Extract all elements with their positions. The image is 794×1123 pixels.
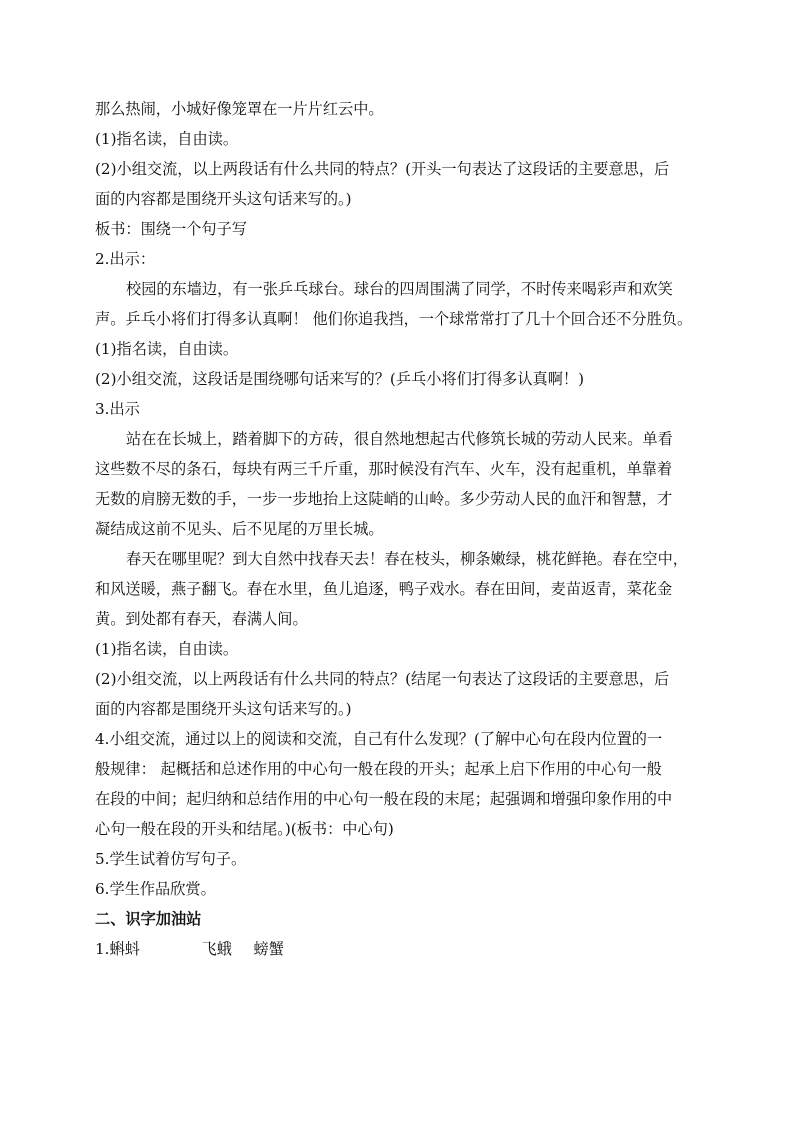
text-line: 般规律： 起概括和总述作用的中心句一般在段的开头；起承上启下作用的中心句一般: [95, 760, 662, 778]
passage-pingpong: [95, 274, 700, 334]
text-line: 5.学生试着仿写句子。: [95, 850, 247, 868]
vocab-prefix: 1.: [95, 940, 110, 958]
board-note: 板书：围绕一个句子写: [95, 220, 247, 238]
text-line: 面的内容都是围绕开头这句话来写的。): [95, 190, 352, 208]
text-line: (2)小组交流，以上两段话有什么共同的特点？(开头一句表达了这段话的主要意思，后: [95, 160, 670, 178]
step-heading: 2.出示：: [95, 250, 156, 268]
text-line: (1)指名读，自由读。: [95, 640, 239, 658]
passage-line: 春天在哪里呢？到大自然中找春天去！春在枝头，柳条嫩绿，桃花鲜艳。春在空中，: [126, 550, 688, 568]
vocab-word: 螃蟹: [253, 940, 284, 958]
text-line: 那么热闹，小城好像笼罩在一片片红云中。: [95, 100, 384, 118]
text-line: 4.小组交流，通过以上的阅读和交流，自己有什么发现？(了解中心句在段内位置的一: [95, 730, 663, 748]
document-body: [95, 94, 700, 964]
vocab-word: 蝌蚪: [109, 940, 140, 958]
text-line: 在段的中间；起归纳和总结作用的中心句一般在段的末尾；起强调和增强印象作用的中: [95, 790, 673, 808]
text-line: (1)指名读，自由读。: [95, 340, 239, 358]
text-line: 面的内容都是围绕开头这句话来写的。): [95, 700, 352, 718]
passage-line: 站在在长城上，踏着脚下的方砖，很自然地想起古代修筑长城的劳动人民来。单看: [126, 430, 673, 448]
passage-line: 校园的东墙边，有一张乒乓球台。球台的四周围满了同学，不时传来喝彩声和欢笑: [126, 280, 673, 298]
step-heading: 3.出示: [95, 400, 140, 418]
passage-line: 这些数不尽的条石，每块有两三千斤重，那时候没有汽车、火车，没有起重机，单靠着: [95, 460, 673, 478]
passage-spring: [95, 544, 700, 634]
passage-line: 声。乒乓小将们打得多认真啊！ 他们你追我挡，一个球常常打了几十个回合还不分胜负。: [95, 310, 693, 328]
passage-line: 无数的肩膀无数的手，一步一步地抬上这陡峭的山岭。多少劳动人民的血汗和智慧，才: [95, 490, 673, 508]
passage-line: 黄。到处都有春天，春满人间。: [95, 610, 308, 628]
text-line: (2)小组交流，这段话是围绕哪句话来写的？(乒乓小将们打得多认真啊！): [95, 370, 584, 388]
vocab-word: 飞蛾: [201, 940, 232, 958]
passage-line: 凝结成这前不见头、后不见尾的万里长城。: [95, 520, 384, 538]
text-line: (1)指名读，自由读。: [95, 130, 239, 148]
section-heading: 二、识字加油站: [95, 910, 202, 928]
vocab-line: [95, 934, 700, 964]
passage-greatwall: [95, 424, 700, 544]
passage-line: 和风送暖，燕子翻飞。春在水里，鱼儿追逐，鸭子戏水。春在田间，麦苗返青，菜花金: [95, 580, 673, 598]
text-line: (2)小组交流，以上两段话有什么共同的特点？(结尾一句表达了这段话的主要意思，后: [95, 670, 670, 688]
text-line: 心句一般在段的开头和结尾。)(板书：中心句): [95, 820, 394, 838]
text-line: 6.学生作品欣赏。: [95, 880, 216, 898]
